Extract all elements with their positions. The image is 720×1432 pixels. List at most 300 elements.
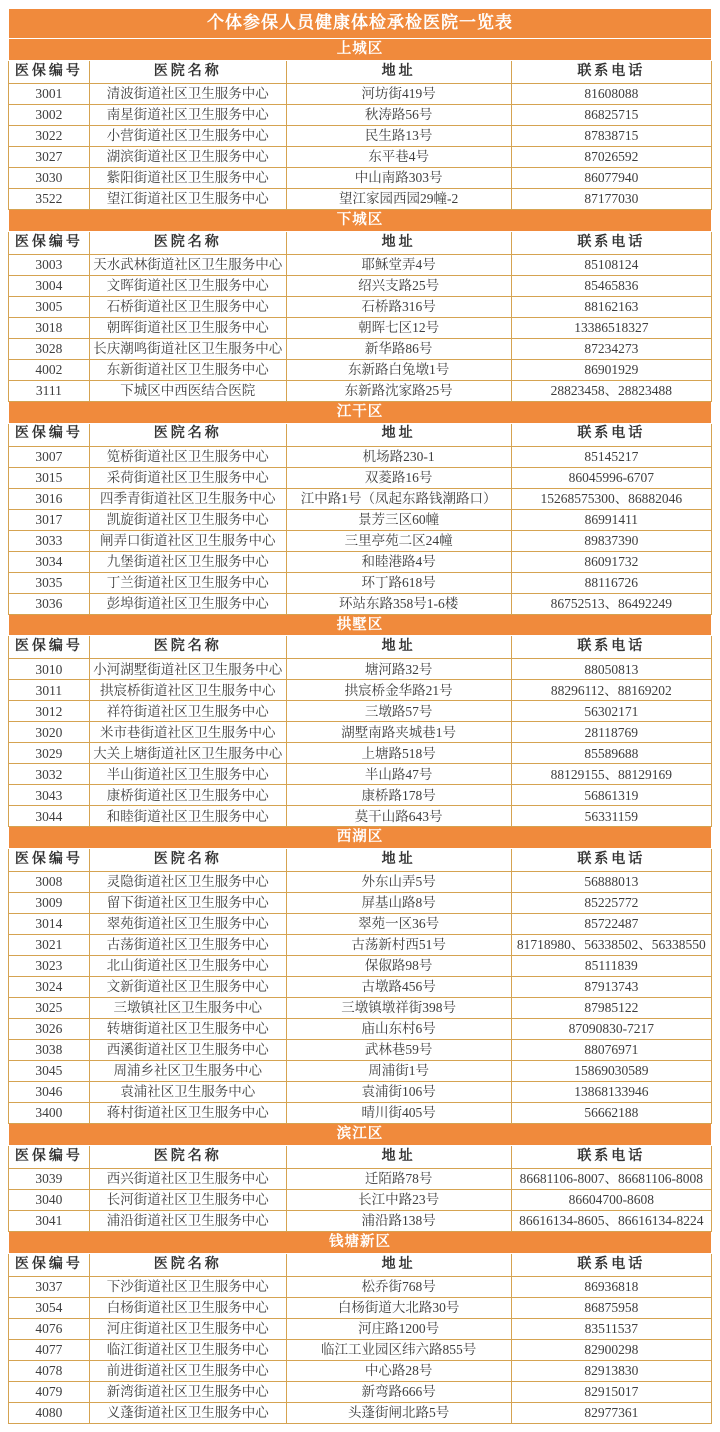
- cell-hospital-name: 笕桥街道社区卫生服务中心: [89, 446, 286, 467]
- cell-address: 保俶路98号: [286, 956, 511, 977]
- column-header-0: 医保编号: [9, 1146, 90, 1169]
- cell-phone: 56888013: [511, 872, 711, 893]
- cell-phone: 85589688: [511, 743, 711, 764]
- cell-phone: 81718980、56338502、56338550: [511, 935, 711, 956]
- cell-insurance-code: 3024: [9, 977, 90, 998]
- cell-phone: 86875958: [511, 1297, 711, 1318]
- table-row: [9, 977, 712, 998]
- cell-insurance-code: 3002: [9, 104, 90, 125]
- section-band-row: [9, 1124, 712, 1146]
- title-row: [9, 9, 712, 39]
- cell-address: 临江工业园区纬六路855号: [286, 1339, 511, 1360]
- cell-phone: 88296112、88169202: [511, 680, 711, 701]
- column-header-row: [9, 849, 712, 872]
- cell-insurance-code: 3033: [9, 530, 90, 551]
- cell-insurance-code: 3022: [9, 125, 90, 146]
- cell-hospital-name: 白杨街道社区卫生服务中心: [89, 1297, 286, 1318]
- table-row: [9, 914, 712, 935]
- cell-address: 中山南路303号: [286, 167, 511, 188]
- cell-address: 朝晖七区12号: [286, 317, 511, 338]
- cell-phone: 88129155、88129169: [511, 764, 711, 785]
- section-header-qiantang: 钱塘新区: [9, 1232, 712, 1254]
- cell-hospital-name: 石桥街道社区卫生服务中心: [89, 296, 286, 317]
- cell-hospital-name: 闸弄口街道社区卫生服务中心: [89, 530, 286, 551]
- cell-hospital-name: 周浦乡社区卫生服务中心: [89, 1061, 286, 1082]
- cell-hospital-name: 天水武林街道社区卫生服务中心: [89, 254, 286, 275]
- table-row: [9, 275, 712, 296]
- cell-hospital-name: 袁浦社区卫生服务中心: [89, 1082, 286, 1103]
- cell-insurance-code: 3038: [9, 1040, 90, 1061]
- cell-phone: 56331159: [511, 806, 711, 827]
- cell-phone: 85111839: [511, 956, 711, 977]
- cell-phone: 86825715: [511, 104, 711, 125]
- cell-address: 东新路沈家路25号: [286, 380, 511, 401]
- cell-insurance-code: 4077: [9, 1339, 90, 1360]
- cell-hospital-name: 转塘街道社区卫生服务中心: [89, 1019, 286, 1040]
- cell-address: 望江家园西园29幢-2: [286, 188, 511, 209]
- cell-address: 石桥路316号: [286, 296, 511, 317]
- table-row: [9, 1381, 712, 1402]
- cell-hospital-name: 灵隐街道社区卫生服务中心: [89, 872, 286, 893]
- cell-hospital-name: 义蓬街道社区卫生服务中心: [89, 1402, 286, 1423]
- cell-phone: 86091732: [511, 551, 711, 572]
- cell-address: 翠苑一区36号: [286, 914, 511, 935]
- cell-phone: 82915017: [511, 1381, 711, 1402]
- table-row: [9, 659, 712, 680]
- cell-hospital-name: 清波街道社区卫生服务中心: [89, 83, 286, 104]
- column-header-row: [9, 1146, 712, 1169]
- cell-insurance-code: 3026: [9, 1019, 90, 1040]
- column-header-0: 医保编号: [9, 423, 90, 446]
- cell-address: 长江中路23号: [286, 1190, 511, 1211]
- cell-phone: 28823458、28823488: [511, 380, 711, 401]
- table-row: [9, 1276, 712, 1297]
- table-row: [9, 593, 712, 614]
- cell-insurance-code: 3522: [9, 188, 90, 209]
- cell-address: 古墩路456号: [286, 977, 511, 998]
- cell-phone: 85225772: [511, 893, 711, 914]
- cell-address: 景芳三区60幢: [286, 509, 511, 530]
- cell-hospital-name: 小营街道社区卫生服务中心: [89, 125, 286, 146]
- section-band-row: [9, 827, 712, 849]
- table-row: [9, 1402, 712, 1423]
- table-row: [9, 125, 712, 146]
- table-row: [9, 446, 712, 467]
- table-row: [9, 722, 712, 743]
- cell-insurance-code: 3025: [9, 998, 90, 1019]
- cell-phone: 13868133946: [511, 1082, 711, 1103]
- column-header-row: [9, 231, 712, 254]
- cell-insurance-code: 3044: [9, 806, 90, 827]
- column-header-0: 医保编号: [9, 231, 90, 254]
- section-band-row: [9, 401, 712, 423]
- cell-hospital-name: 东新街道社区卫生服务中心: [89, 359, 286, 380]
- cell-address: 庙山东村6号: [286, 1019, 511, 1040]
- column-header-3: 联系电话: [511, 849, 711, 872]
- cell-hospital-name: 和睦街道社区卫生服务中心: [89, 806, 286, 827]
- cell-insurance-code: 3111: [9, 380, 90, 401]
- cell-address: 上塘路518号: [286, 743, 511, 764]
- cell-phone: 86045996-6707: [511, 467, 711, 488]
- cell-phone: 87838715: [511, 125, 711, 146]
- hospital-table: [8, 8, 712, 1424]
- cell-hospital-name: 凯旋街道社区卫生服务中心: [89, 509, 286, 530]
- cell-phone: 88076971: [511, 1040, 711, 1061]
- cell-phone: 85465836: [511, 275, 711, 296]
- cell-address: 晴川街405号: [286, 1103, 511, 1124]
- table-row: [9, 1061, 712, 1082]
- table-row: [9, 998, 712, 1019]
- cell-phone: 56861319: [511, 785, 711, 806]
- cell-insurance-code: 3007: [9, 446, 90, 467]
- cell-hospital-name: 长庆潮鸣街道社区卫生服务中心: [89, 338, 286, 359]
- cell-address: 塘河路32号: [286, 659, 511, 680]
- section-header-binjiang: 滨江区: [9, 1124, 712, 1146]
- column-header-3: 联系电话: [511, 423, 711, 446]
- cell-phone: 86616134-8605、86616134-8224: [511, 1211, 711, 1232]
- column-header-3: 联系电话: [511, 231, 711, 254]
- cell-hospital-name: 古荡街道社区卫生服务中心: [89, 935, 286, 956]
- cell-hospital-name: 丁兰街道社区卫生服务中心: [89, 572, 286, 593]
- cell-hospital-name: 文新街道社区卫生服务中心: [89, 977, 286, 998]
- table-row: [9, 1297, 712, 1318]
- cell-hospital-name: 新湾街道社区卫生服务中心: [89, 1381, 286, 1402]
- table-row: [9, 1019, 712, 1040]
- table-row: [9, 806, 712, 827]
- cell-insurance-code: 3023: [9, 956, 90, 977]
- cell-address: 环丁路618号: [286, 572, 511, 593]
- cell-hospital-name: 采荷街道社区卫生服务中心: [89, 467, 286, 488]
- table-row: [9, 380, 712, 401]
- cell-address: 松乔街768号: [286, 1276, 511, 1297]
- cell-insurance-code: 3021: [9, 935, 90, 956]
- section-header-xihu: 西湖区: [9, 827, 712, 849]
- cell-hospital-name: 河庄街道社区卫生服务中心: [89, 1318, 286, 1339]
- column-header-2: 地址: [286, 60, 511, 83]
- cell-address: 屏基山路8号: [286, 893, 511, 914]
- cell-insurance-code: 3029: [9, 743, 90, 764]
- column-header-row: [9, 1253, 712, 1276]
- cell-hospital-name: 翠苑街道社区卫生服务中心: [89, 914, 286, 935]
- table-row: [9, 1339, 712, 1360]
- column-header-3: 联系电话: [511, 1146, 711, 1169]
- table-row: [9, 551, 712, 572]
- cell-phone: 85108124: [511, 254, 711, 275]
- column-header-1: 医院名称: [89, 849, 286, 872]
- cell-address: 双菱路16号: [286, 467, 511, 488]
- cell-insurance-code: 3039: [9, 1169, 90, 1190]
- column-header-2: 地址: [286, 1253, 511, 1276]
- cell-hospital-name: 前进街道社区卫生服务中心: [89, 1360, 286, 1381]
- column-header-1: 医院名称: [89, 231, 286, 254]
- section-band-row: [9, 614, 712, 636]
- cell-insurance-code: 3400: [9, 1103, 90, 1124]
- table-row: [9, 1169, 712, 1190]
- cell-address: 和睦港路4号: [286, 551, 511, 572]
- cell-address: 河坊街419号: [286, 83, 511, 104]
- table-row: [9, 188, 712, 209]
- table-row: [9, 467, 712, 488]
- cell-address: 拱宸桥金华路21号: [286, 680, 511, 701]
- cell-hospital-name: 望江街道社区卫生服务中心: [89, 188, 286, 209]
- cell-hospital-name: 文晖街道社区卫生服务中心: [89, 275, 286, 296]
- cell-hospital-name: 米市巷街道社区卫生服务中心: [89, 722, 286, 743]
- cell-hospital-name: 西兴街道社区卫生服务中心: [89, 1169, 286, 1190]
- table-row: [9, 488, 712, 509]
- column-header-row: [9, 636, 712, 659]
- cell-insurance-code: 3004: [9, 275, 90, 296]
- column-header-1: 医院名称: [89, 1253, 286, 1276]
- section-band-row: [9, 209, 712, 231]
- column-header-3: 联系电话: [511, 1253, 711, 1276]
- column-header-2: 地址: [286, 636, 511, 659]
- cell-insurance-code: 3017: [9, 509, 90, 530]
- cell-phone: 86681106-8007、86681106-8008: [511, 1169, 711, 1190]
- column-header-2: 地址: [286, 231, 511, 254]
- table-row: [9, 530, 712, 551]
- cell-insurance-code: 3035: [9, 572, 90, 593]
- section-band-row: [9, 39, 712, 61]
- cell-phone: 87177030: [511, 188, 711, 209]
- cell-phone: 87913743: [511, 977, 711, 998]
- table-row: [9, 701, 712, 722]
- cell-insurance-code: 3054: [9, 1297, 90, 1318]
- cell-address: 莫干山路643号: [286, 806, 511, 827]
- cell-address: 新弯路666号: [286, 1381, 511, 1402]
- section-header-shangcheng: 上城区: [9, 39, 712, 61]
- section-band-row: [9, 1232, 712, 1254]
- cell-insurance-code: 3034: [9, 551, 90, 572]
- table-row: [9, 764, 712, 785]
- table-row: [9, 338, 712, 359]
- cell-hospital-name: 祥符街道社区卫生服务中心: [89, 701, 286, 722]
- cell-address: 河庄路1200号: [286, 1318, 511, 1339]
- cell-insurance-code: 3009: [9, 893, 90, 914]
- cell-hospital-name: 留下街道社区卫生服务中心: [89, 893, 286, 914]
- table-row: [9, 359, 712, 380]
- cell-address: 绍兴支路25号: [286, 275, 511, 296]
- column-header-3: 联系电话: [511, 636, 711, 659]
- cell-hospital-name: 西溪街道社区卫生服务中心: [89, 1040, 286, 1061]
- cell-address: 民生路13号: [286, 125, 511, 146]
- cell-insurance-code: 3028: [9, 338, 90, 359]
- cell-phone: 13386518327: [511, 317, 711, 338]
- table-row: [9, 872, 712, 893]
- cell-insurance-code: 3037: [9, 1276, 90, 1297]
- cell-hospital-name: 下沙街道社区卫生服务中心: [89, 1276, 286, 1297]
- column-header-0: 医保编号: [9, 849, 90, 872]
- cell-insurance-code: 3014: [9, 914, 90, 935]
- cell-hospital-name: 长河街道社区卫生服务中心: [89, 1190, 286, 1211]
- table-row: [9, 1190, 712, 1211]
- table-row: [9, 1082, 712, 1103]
- column-header-2: 地址: [286, 849, 511, 872]
- cell-hospital-name: 湖滨街道社区卫生服务中心: [89, 146, 286, 167]
- cell-insurance-code: 3045: [9, 1061, 90, 1082]
- cell-hospital-name: 拱宸桥街道社区卫生服务中心: [89, 680, 286, 701]
- cell-phone: 86752513、86492249: [511, 593, 711, 614]
- cell-address: 迁陌路78号: [286, 1169, 511, 1190]
- cell-address: 耶稣堂弄4号: [286, 254, 511, 275]
- table-row: [9, 1040, 712, 1061]
- cell-address: 新华路86号: [286, 338, 511, 359]
- cell-hospital-name: 九堡街道社区卫生服务中心: [89, 551, 286, 572]
- table-row: [9, 296, 712, 317]
- cell-hospital-name: 下城区中西医结合医院: [89, 380, 286, 401]
- table-row: [9, 935, 712, 956]
- cell-address: 湖墅南路夹城巷1号: [286, 722, 511, 743]
- cell-address: 三墩镇墩祥街398号: [286, 998, 511, 1019]
- table-row: [9, 254, 712, 275]
- table-row: [9, 680, 712, 701]
- cell-phone: 82913830: [511, 1360, 711, 1381]
- table-row: [9, 1103, 712, 1124]
- cell-phone: 83511537: [511, 1318, 711, 1339]
- cell-hospital-name: 蒋村街道社区卫生服务中心: [89, 1103, 286, 1124]
- table-row: [9, 83, 712, 104]
- cell-address: 三里亭苑二区24幢: [286, 530, 511, 551]
- cell-phone: 28118769: [511, 722, 711, 743]
- cell-address: 袁浦街106号: [286, 1082, 511, 1103]
- column-header-1: 医院名称: [89, 60, 286, 83]
- section-header-gongshu: 拱墅区: [9, 614, 712, 636]
- cell-address: 武林巷59号: [286, 1040, 511, 1061]
- cell-hospital-name: 朝晖街道社区卫生服务中心: [89, 317, 286, 338]
- cell-address: 头蓬街闸北路5号: [286, 1402, 511, 1423]
- cell-insurance-code: 3043: [9, 785, 90, 806]
- cell-insurance-code: 4078: [9, 1360, 90, 1381]
- table-row: [9, 956, 712, 977]
- cell-phone: 56302171: [511, 701, 711, 722]
- table-row: [9, 743, 712, 764]
- cell-insurance-code: 4076: [9, 1318, 90, 1339]
- cell-insurance-code: 3041: [9, 1211, 90, 1232]
- table-row: [9, 167, 712, 188]
- cell-insurance-code: 3015: [9, 467, 90, 488]
- cell-insurance-code: 4080: [9, 1402, 90, 1423]
- cell-phone: 88162163: [511, 296, 711, 317]
- section-header-xiacheng: 下城区: [9, 209, 712, 231]
- table-row: [9, 1318, 712, 1339]
- cell-address: 浦沿路138号: [286, 1211, 511, 1232]
- cell-address: 机场路230-1: [286, 446, 511, 467]
- table-row: [9, 785, 712, 806]
- cell-hospital-name: 小河湖墅街道社区卫生服务中心: [89, 659, 286, 680]
- cell-phone: 88050813: [511, 659, 711, 680]
- table-row: [9, 509, 712, 530]
- cell-insurance-code: 3005: [9, 296, 90, 317]
- column-header-row: [9, 60, 712, 83]
- cell-address: 中心路28号: [286, 1360, 511, 1381]
- column-header-0: 医保编号: [9, 60, 90, 83]
- cell-phone: 86991411: [511, 509, 711, 530]
- cell-insurance-code: 3012: [9, 701, 90, 722]
- table-row: [9, 1360, 712, 1381]
- cell-phone: 82977361: [511, 1402, 711, 1423]
- cell-address: 半山路47号: [286, 764, 511, 785]
- table-row: [9, 317, 712, 338]
- cell-address: 周浦街1号: [286, 1061, 511, 1082]
- cell-hospital-name: 康桥街道社区卫生服务中心: [89, 785, 286, 806]
- cell-address: 外东山弄5号: [286, 872, 511, 893]
- cell-insurance-code: 3018: [9, 317, 90, 338]
- cell-address: 白杨街道大北路30号: [286, 1297, 511, 1318]
- cell-insurance-code: 3010: [9, 659, 90, 680]
- cell-insurance-code: 4002: [9, 359, 90, 380]
- column-header-0: 医保编号: [9, 1253, 90, 1276]
- column-header-3: 联系电话: [511, 60, 711, 83]
- cell-phone: 89837390: [511, 530, 711, 551]
- cell-address: 东平巷4号: [286, 146, 511, 167]
- cell-hospital-name: 南星街道社区卫生服务中心: [89, 104, 286, 125]
- cell-phone: 87090830-7217: [511, 1019, 711, 1040]
- cell-hospital-name: 彭埠街道社区卫生服务中心: [89, 593, 286, 614]
- cell-phone: 86077940: [511, 167, 711, 188]
- table-row: [9, 1211, 712, 1232]
- cell-hospital-name: 浦沿街道社区卫生服务中心: [89, 1211, 286, 1232]
- cell-phone: 87026592: [511, 146, 711, 167]
- cell-insurance-code: 4079: [9, 1381, 90, 1402]
- table-row: [9, 104, 712, 125]
- cell-phone: 88116726: [511, 572, 711, 593]
- cell-hospital-name: 临江街道社区卫生服务中心: [89, 1339, 286, 1360]
- column-header-1: 医院名称: [89, 423, 286, 446]
- column-header-2: 地址: [286, 1146, 511, 1169]
- cell-phone: 87985122: [511, 998, 711, 1019]
- cell-insurance-code: 3027: [9, 146, 90, 167]
- cell-phone: 85722487: [511, 914, 711, 935]
- cell-insurance-code: 3003: [9, 254, 90, 275]
- cell-address: 江中路1号（凤起东路钱潮路口）: [286, 488, 511, 509]
- cell-insurance-code: 3001: [9, 83, 90, 104]
- column-header-row: [9, 423, 712, 446]
- cell-hospital-name: 四季青街道社区卫生服务中心: [89, 488, 286, 509]
- cell-insurance-code: 3046: [9, 1082, 90, 1103]
- cell-phone: 15268575300、86882046: [511, 488, 711, 509]
- cell-phone: 86901929: [511, 359, 711, 380]
- cell-hospital-name: 北山街道社区卫生服务中心: [89, 956, 286, 977]
- column-header-0: 医保编号: [9, 636, 90, 659]
- cell-insurance-code: 3032: [9, 764, 90, 785]
- column-header-1: 医院名称: [89, 636, 286, 659]
- table-row: [9, 572, 712, 593]
- cell-insurance-code: 3036: [9, 593, 90, 614]
- cell-address: 三墩路57号: [286, 701, 511, 722]
- cell-address: 古荡新村西51号: [286, 935, 511, 956]
- page-title: 个体参保人员健康体检承检医院一览表: [9, 9, 712, 39]
- cell-address: 康桥路178号: [286, 785, 511, 806]
- cell-insurance-code: 3016: [9, 488, 90, 509]
- cell-phone: 81608088: [511, 83, 711, 104]
- section-header-jianggan: 江干区: [9, 401, 712, 423]
- table-row: [9, 146, 712, 167]
- column-header-1: 医院名称: [89, 1146, 286, 1169]
- cell-phone: 56662188: [511, 1103, 711, 1124]
- table-row: [9, 893, 712, 914]
- cell-insurance-code: 3040: [9, 1190, 90, 1211]
- cell-hospital-name: 紫阳街道社区卫生服务中心: [89, 167, 286, 188]
- cell-insurance-code: 3020: [9, 722, 90, 743]
- cell-phone: 86936818: [511, 1276, 711, 1297]
- cell-insurance-code: 3030: [9, 167, 90, 188]
- cell-insurance-code: 3008: [9, 872, 90, 893]
- table-body: [9, 9, 712, 1424]
- cell-address: 环站东路358号1-6楼: [286, 593, 511, 614]
- cell-phone: 85145217: [511, 446, 711, 467]
- cell-hospital-name: 大关上塘街道社区卫生服务中心: [89, 743, 286, 764]
- cell-phone: 15869030589: [511, 1061, 711, 1082]
- cell-hospital-name: 半山街道社区卫生服务中心: [89, 764, 286, 785]
